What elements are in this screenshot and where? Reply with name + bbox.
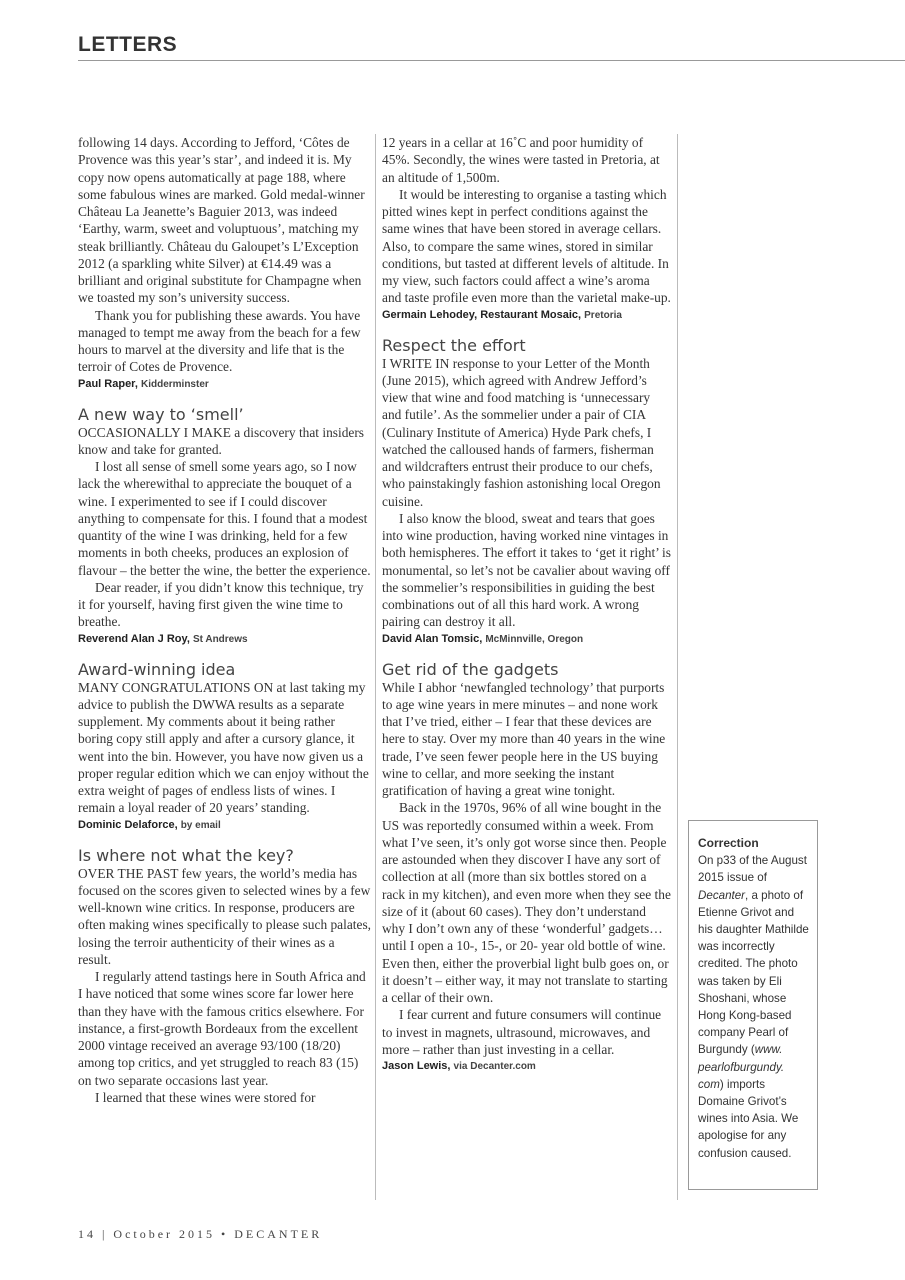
column-divider: [677, 134, 678, 1200]
correction-title: Correction: [698, 836, 759, 850]
correction-box: [688, 820, 818, 1190]
letter-signature: [382, 1058, 672, 1075]
letter-heading: Get rid of the gadgets: [382, 659, 559, 679]
letter-heading: Award-winning idea: [78, 659, 236, 679]
header-rule: [78, 60, 905, 61]
letter-paragraph: I WRITE IN response to your Letter of the Month (June 2015), which agreed with Andrew Jefford’s view that wine and food matching is ‘unnecessary and futile’. As the sommelier under a pair of CIA (Culinary Institute of America) Hyde Park chefs, I watched the calloused hands of farmers, fisherman and wildcrafters entrust their produce to our chefs, who painstakingly fashion astonishing local Oregon cuisine.: [382, 355, 661, 509]
signature-place: McMinnville, Oregon: [485, 633, 584, 645]
letter-paragraph: MANY CONGRATULATIONS ON at last taking my advice to publish the DWWA results as a separate supplement. My comments about it being rather boring copy still apply and after a cursory glance, it went into the bin. However, you have now given us a proper regular edition which we can enjoy without the extra weight of pages of endless lists of wines. I remain a loyal reader of 20 years’ standing.: [78, 679, 369, 816]
letter-signature: [78, 376, 371, 393]
letter-signature: [78, 631, 371, 648]
correction-url: www. pearlofburgundy. com: [698, 1043, 785, 1091]
signature-name: Reverend Alan J Roy,: [78, 632, 190, 645]
letter-heading: Respect the effort: [382, 335, 526, 355]
letter-signature: [382, 307, 672, 324]
letter-paragraph: While I abhor ‘newfangled technology’ that purports to age wine years in mere minutes – and none work that I’ve tried, either – I fear that these devices are here to stay. Over my more than 40 years in the wine trade, I’ve seen fewer people here in the US buying wine to cellar, and more seeking the instant gratification of having a great wine tonight.: [382, 679, 666, 798]
signature-name: Germain Lehodey, Restaurant Mosaic,: [382, 308, 582, 321]
column-2: [382, 134, 672, 1075]
letter-paragraph: 12 years in a cellar at 16˚C and poor humidity of 45%. Secondly, the wines were tasted in Pretoria, at an altitude of 1,500m.: [382, 135, 660, 185]
letter-paragraph: It would be interesting to organise a tasting which pitted wines kept in perfect conditions against the same wines that have been stored in average cellars. Also, to compare the same wines, stored in similar conditions, but tasted at different levels of altitude. In my view, such factors could affect a wine’s aroma and taste profile even more than the varietal make-up.: [382, 186, 671, 306]
signature-place: by email: [180, 819, 221, 831]
correction-text-part: On p33 of the August 2015 issue of: [698, 854, 807, 885]
correction-text-part: ) imports Domaine Grivot’s wines into Asia. We apologise for any confusion caused.: [698, 1077, 799, 1160]
signature-place: via Decanter.com: [453, 1061, 536, 1072]
column-divider: [375, 134, 376, 1200]
letter-paragraph: Dear reader, if you didn’t know this technique, try it for yourself, having first given the wine time to breathe.: [78, 579, 364, 630]
letter-paragraph: Back in the 1970s, 96% of all wine bought in the US was reportedly consumed within a week. From what I’ve seen, it’s only got worse since then. People are astounded when they discover I have any sort of collection at all (more than six bottles stored on a rack in my kitchen), and even more when they see the size of it (about 60 cases). They don’t understand why I don’t own any of these ‘wonderful’ gadgets… until I open a 10-, 15-, or 20- year old bottle of wine. Even then, either the proverbial light bulb goes on, or it doesn’t – either way, it may not translate to starting a cellar of their own.: [382, 800, 671, 1005]
signature-name: David Alan Tomsic,: [382, 632, 483, 645]
signature-place: St Andrews: [192, 633, 248, 645]
correction-text-part: , a photo of Etienne Grivot and his daughter Mathilde was incorrectly credited. The photo was taken by Eli Shoshani, whose Hong Kong-based company Pearl of Burgundy (: [698, 888, 809, 1057]
signature-name: Paul Raper,: [78, 377, 138, 390]
letter-paragraph: I regularly attend tastings here in South Africa and I have noticed that some wines score far lower here than they have with the famous critics elsewhere. For instance, a first-growth Bordeaux from the excellent 2000 vintage received an average 93/100 (18/20) among top critics, and yet struggled to reach 83 (15) on two separate occasions last year.: [78, 969, 366, 1088]
letter-paragraph: Thank you for publishing these awards. You have managed to tempt me away from the beach for a few hours to marvel at the diversity and life that is the terroir of Cotes de Provence.: [78, 307, 361, 375]
page-footer: 14 | October 2015 • DECANTER: [78, 1227, 323, 1241]
column-1: [78, 134, 371, 1106]
letter-heading: Is where not what the key?: [78, 845, 294, 865]
correction-italic: Decanter: [698, 888, 746, 902]
signature-place: Pretoria: [584, 309, 622, 321]
letter-paragraph: I lost all sense of smell some years ago, so I now lack the wherewithal to appreciate the bouquet of a wine. I experimented to see if I could discover anything to compensate for this. I found that a modest quantity of the wine I was drinking, held for a few moments in both cheeks, produces an explosion of flavour – the better the wine, the better the experience.: [78, 459, 371, 578]
signature-place: Kidderminster: [140, 378, 209, 390]
letter-heading: A new way to ‘smell’: [78, 404, 244, 424]
signature-name: Dominic Delaforce,: [78, 818, 178, 831]
correction-text: [698, 852, 809, 1162]
letter-paragraph: OVER THE PAST few years, the world’s media has focused on the scores given to selected wines by a few well-known wine critics. In response, producers are often making wines specifically to please such palates, losing the terroir authenticity of their wines as a result.: [78, 865, 372, 967]
letter-paragraph: OCCASIONALLY I MAKE a discovery that insiders know and take for granted.: [78, 424, 365, 457]
section-title: LETTERS: [78, 33, 178, 56]
signature-name: Jason Lewis,: [382, 1060, 451, 1072]
letter-signature: [78, 817, 371, 834]
letter-paragraph: following 14 days. According to Jefford, ‘Côtes de Provence was this year’s star’, and indeed it is. My copy now opens automatically at page 188, where some fabulous wines are marked. Gold medal-winner Château La Jeanette’s Baguier 2013, was indeed ‘Earthy, warm, sweet and voluptuous’, matching my steak brilliantly. Château du Galoupet’s L’Exception 2012 (a sparkling white Silver) at €14.49 was a brilliant and original substitute for Champagne when we toasted my son’s university success.: [78, 135, 365, 306]
letter-signature: [382, 631, 672, 648]
letter-paragraph: I fear current and future consumers will continue to invest in magnets, ultrasound, microwaves, and more – rather than just investing in a cellar.: [382, 1007, 662, 1057]
letter-paragraph: I learned that these wines were stored for: [95, 1089, 316, 1105]
letter-paragraph: I also know the blood, sweat and tears that goes into wine production, having worked nine vintages in both hemispheres. The effort it takes to ‘get it right’ is monumental, so let’s not be cavalier about waving off the sommelier’s responsibilities in guiding the best combinations out of all this hard work. A wrong pairing can destroy it all.: [382, 510, 671, 630]
